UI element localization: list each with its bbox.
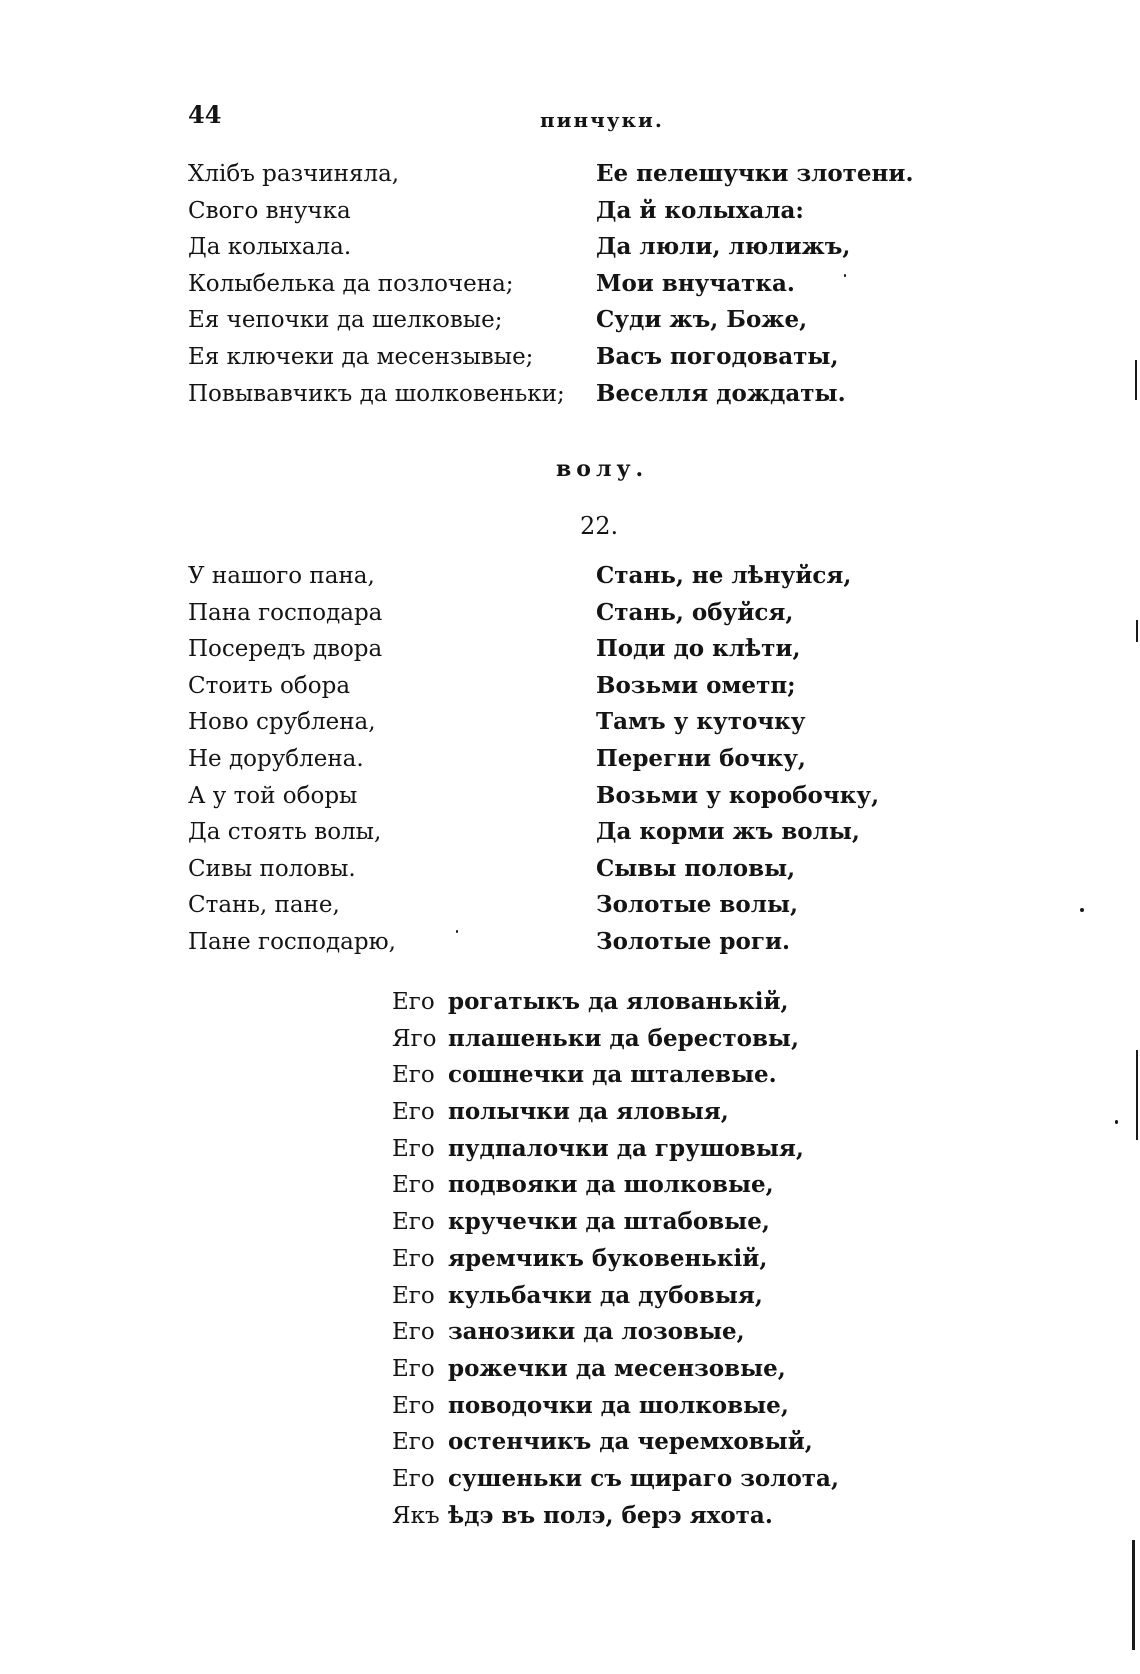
verse-line: [392, 1278, 839, 1315]
line-text: поводочки да шолковые,: [448, 1391, 789, 1419]
verse-line: Золотые волы,: [596, 891, 799, 919]
verse-line: [392, 1241, 839, 1278]
scan-dot: [456, 930, 458, 933]
verse-line: [392, 1424, 839, 1461]
line-first-word: Его: [392, 1282, 435, 1309]
line-text: рожечки да месензовые,: [448, 1354, 786, 1382]
verse-line: Да колыхала.: [188, 234, 352, 261]
verse-line: [392, 1131, 839, 1168]
line-text: полычки да яловыя,: [448, 1098, 729, 1126]
line-first-word: Его: [392, 989, 435, 1015]
verse-line: Стоить обора: [188, 672, 351, 699]
verse-line: Стань, пане,: [188, 892, 340, 919]
line-text: сушеньки съ щираго золота,: [448, 1464, 839, 1492]
line-text: подвояки да шолковые,: [448, 1171, 774, 1199]
line-first-word: Его: [392, 1062, 435, 1089]
verse-line: [392, 1461, 839, 1498]
verse-line: Пана господара: [188, 599, 383, 626]
song-22-right-column: [596, 558, 879, 961]
line-text: яремчикъ буковенькій,: [448, 1244, 768, 1272]
verse-line: [392, 1057, 839, 1094]
scan-dot: [844, 274, 846, 277]
scan-dot: [1115, 1120, 1118, 1124]
verse-line: Колыбелька да позлочена;: [188, 270, 514, 297]
verse-line: [392, 1498, 839, 1535]
song-21-right-column: [596, 156, 913, 412]
verse-line: Свого внучка: [188, 197, 351, 224]
verse-line: Сывы половы,: [596, 854, 796, 882]
verse-line: [392, 1167, 839, 1204]
verse-line: Пане господарю,: [188, 928, 396, 955]
verse-line: Стань, обуйся,: [596, 598, 794, 626]
verse-line: Суди жъ, Боже,: [596, 306, 808, 334]
verse-line: [392, 984, 839, 1021]
verse-line: У нашого пана,: [188, 563, 375, 589]
verse-line: Хлібъ разчиняла,: [188, 161, 400, 187]
song-22-left-column: [188, 558, 396, 961]
verse-line: Ея чепочки да шелковые;: [188, 307, 503, 334]
verse-line: Ново срублена,: [188, 709, 376, 736]
line-first-word: Его: [392, 1465, 435, 1492]
verse-line: Перегни бочку,: [596, 744, 806, 772]
line-text: остенчикъ да черемховый,: [448, 1428, 813, 1456]
song-number: 22.: [580, 512, 619, 540]
line-first-word: Яго: [392, 1025, 437, 1052]
verse-line: Да й колыхала:: [596, 196, 804, 224]
line-text: сошнечки да шталевые.: [448, 1061, 777, 1089]
line-first-word: Его: [392, 1245, 435, 1272]
verse-line: Тамъ у куточку: [596, 708, 806, 736]
verse-line: Посередъ двора: [188, 636, 383, 663]
line-first-word: Его: [392, 1355, 435, 1382]
verse-line: Да стоять волы,: [188, 819, 382, 846]
verse-line: Мои внучатка.: [596, 269, 795, 297]
verse-line: Васъ погодоваты,: [596, 342, 839, 370]
verse-line: Не дорублена.: [188, 745, 364, 772]
verse-line: А у той оборы: [188, 782, 358, 809]
verse-line: Да корми жъ волы,: [596, 818, 860, 846]
line-first-word: Якъ: [392, 1502, 440, 1529]
line-text: плашеньки да берестовы,: [448, 1024, 799, 1052]
line-text: кручечки да штабовые,: [448, 1208, 770, 1236]
scan-dot: [1080, 908, 1084, 912]
verse-line: Ея ключеки да месензывые;: [188, 343, 534, 370]
verse-line: Сивы половы.: [188, 855, 356, 882]
verse-line: Золотые роги.: [596, 927, 791, 955]
section-title: волу.: [556, 456, 649, 482]
line-first-word: Его: [392, 1135, 435, 1162]
line-text: занозики да лозовые,: [448, 1318, 745, 1346]
verse-line: [392, 1021, 839, 1058]
line-first-word: Его: [392, 1392, 435, 1419]
verse-line: Возьми у коробочку,: [596, 781, 880, 809]
line-first-word: Его: [392, 1429, 435, 1456]
verse-line: [392, 1314, 839, 1351]
song-21-left-column: [188, 156, 565, 412]
verse-line: [392, 1204, 839, 1241]
verse-line: Веселля дождаты.: [596, 379, 846, 407]
line-text: пудпалочки да грушовыя,: [448, 1134, 804, 1162]
verse-line: Ее пелешучки злотени.: [596, 160, 914, 187]
line-text: кульбачки да дубовыя,: [448, 1281, 763, 1309]
line-first-word: Его: [392, 1099, 435, 1126]
line-first-word: Его: [392, 1319, 435, 1346]
verse-line: Стань, не лѣнуйся,: [596, 562, 852, 589]
line-text: ѣдэ въ полэ, берэ яхота.: [448, 1501, 773, 1529]
scan-edge-mark: [1136, 620, 1138, 642]
verse-line: [392, 1094, 839, 1131]
line-first-word: Его: [392, 1172, 435, 1199]
scan-edge-mark: [1132, 1540, 1135, 1650]
verse-line: Да люли, люлижъ,: [596, 233, 851, 261]
verse-line: Возьми ометп;: [596, 671, 796, 699]
verse-line: [392, 1351, 839, 1388]
page-number: 44: [188, 100, 222, 129]
scan-edge-mark: [1136, 1050, 1138, 1140]
running-title: пинчуки.: [540, 108, 664, 132]
verse-line: Повывавчикъ да шолковеньки;: [188, 380, 565, 407]
verse-line: Поди до клѣти,: [596, 635, 801, 663]
line-first-word: Его: [392, 1209, 435, 1236]
verse-line: [392, 1388, 839, 1425]
scan-edge-mark: [1135, 360, 1137, 400]
line-text: рогатыкъ да ялованькій,: [448, 988, 789, 1015]
song-22-closing-stanza: [392, 984, 839, 1534]
